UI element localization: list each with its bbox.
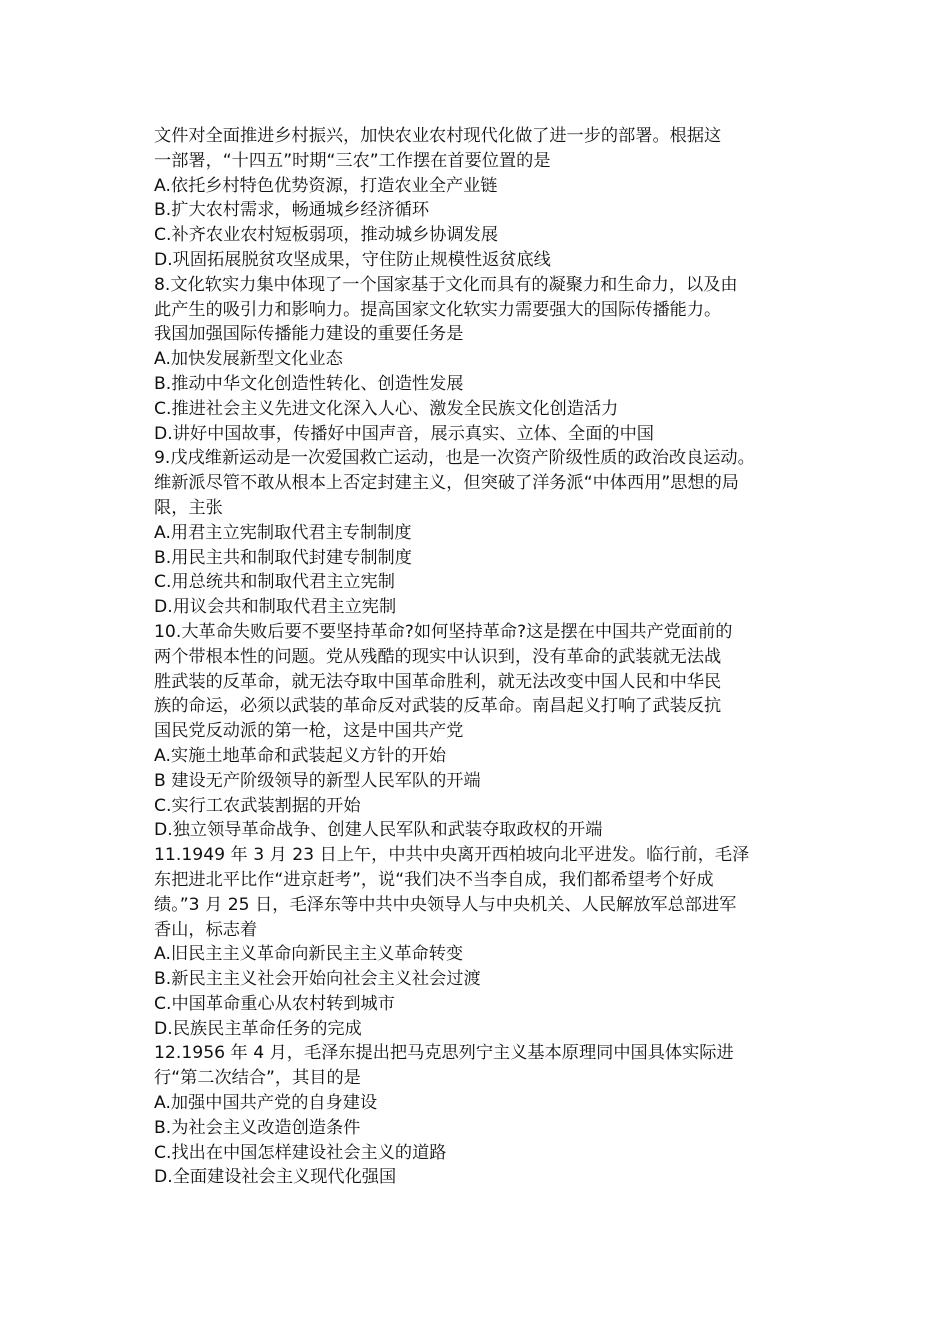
question-line: 此产生的吸引力和影响力。提高国家文化软实力需要强大的国际传播能力。 — [154, 299, 722, 320]
option-line: A.用君主立宪制取代君主专制制度 — [154, 522, 412, 543]
question-line: 8.文化软实力集中体现了一个国家基于文化而具有的凝聚力和生命力，以及由 — [154, 274, 738, 295]
question-line: 我国加强国际传播能力建设的重要任务是 — [154, 324, 464, 345]
option-line: B.新民主主义社会开始向社会主义社会过渡 — [154, 969, 481, 990]
question-line: 两个带根本性的问题。党从残酷的现实中认识到，没有革命的武装就无法战 — [154, 646, 722, 667]
option-line: B.扩大农村需求，畅通城乡经济循环 — [154, 200, 430, 221]
document-body — [154, 124, 814, 1190]
option-line: A.加快发展新型文化业态 — [154, 349, 343, 370]
question-line: 族的命运，必须以武装的革命反对武装的反革命。南昌起义打响了武装反抗 — [154, 696, 722, 717]
question-line: 限，主张 — [154, 497, 223, 518]
option-line: B 建设无产阶级领导的新型人民军队的开端 — [154, 770, 481, 791]
option-line: D.巩固拓展脱贫攻坚成果，守住防止规模性返贫底线 — [154, 249, 551, 270]
text-line: 一部署，“十四五”时期“三农”工作摆在首要位置的是 — [154, 150, 551, 171]
option-line: D.全面建设社会主义现代化强国 — [154, 1167, 397, 1188]
option-line: C.找出在中国怎样建设社会主义的道路 — [154, 1142, 447, 1163]
option-line: D.民族民主革命任务的完成 — [154, 1018, 362, 1039]
option-line: C.补齐农业农村短板弱项，推动城乡协调发展 — [154, 225, 499, 246]
question-line: 绩。”3 月 25 日，毛泽东等中共中央领导人与中央机关、人民解放军总部进军 — [154, 894, 737, 915]
question-line: 国民党反动派的第一枪，这是中国共产党 — [154, 721, 464, 742]
option-line: A.依托乡村特色优势资源，打造农业全产业链 — [154, 175, 498, 196]
option-line: B.为社会主义改造创造条件 — [154, 1117, 361, 1138]
question-line: 行“第二次结合”，其目的是 — [154, 1068, 361, 1089]
question-line: 11.1949 年 3 月 23 日上午，中共中央离开西柏坡向北平进发。临行前，毛泽 — [154, 845, 750, 866]
option-line: D.用议会共和制取代君主立宪制 — [154, 597, 397, 618]
option-line: C.中国革命重心从农村转到城市 — [154, 993, 395, 1014]
option-line: C.用总统共和制取代君主立宪制 — [154, 572, 395, 593]
question-line: 10.大革命失败后要不要坚持革命?如何坚持革命?这是摆在中国共产党面前的 — [154, 621, 733, 642]
option-line: A.实施土地革命和武装起义方针的开始 — [154, 745, 446, 766]
text-line: 文件对全面推进乡村振兴，加快农业农村现代化做了进一步的部署。根据这 — [154, 126, 722, 146]
question-line: 胜武装的反革命，就无法夺取中国革命胜利，就无法改变中国人民和中华民 — [154, 671, 722, 692]
question-line: 维新派尽管不敢从根本上否定封建主义，但突破了洋务派“中体西用”思想的局 — [154, 473, 739, 494]
option-line: A.旧民主主义革命向新民主主义革命转变 — [154, 944, 464, 965]
option-line: D.讲好中国故事，传播好中国声音，展示真实、立体、全面的中国 — [154, 423, 654, 444]
option-line: C.推进社会主义先进文化深入人心、激发全民族文化创造活力 — [154, 398, 619, 419]
option-line: B.用民主共和制取代封建专制制度 — [154, 547, 412, 568]
option-line: A.加强中国共产党的自身建设 — [154, 1093, 378, 1114]
question-line: 东把进北平比作“进京赶考”，说“我们决不当李自成，我们都希望考个好成 — [154, 869, 714, 890]
question-line: 9.戊戌维新运动是一次爱国救亡运动，也是一次资产阶级性质的政治改良运动。 — [154, 448, 755, 469]
question-line: 12.1956 年 4 月，毛泽东提出把马克思列宁主义基本原理同中国具体实际进 — [154, 1043, 734, 1064]
question-line: 香山，标志着 — [154, 919, 258, 940]
option-line: C.实行工农武装割据的开始 — [154, 795, 361, 816]
option-line: B.推动中华文化创造性转化、创造性发展 — [154, 373, 464, 394]
option-line: D.独立领导革命战争、创建人民军队和武装夺取政权的开端 — [154, 820, 603, 841]
